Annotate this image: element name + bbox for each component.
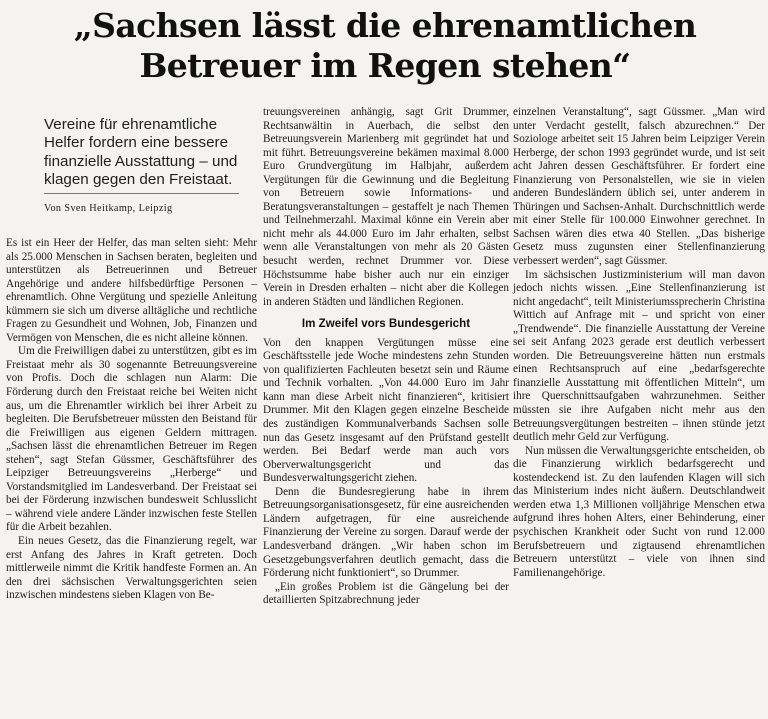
paragraph: Um die Freiwilligen dabei zu unterstützen, gibt es im Freistaat mehr als 30 sogenannte Betreuungsvereine von Profis. Doch die schlagen nun Alarm: Die Förderung durch den Freistaat reiche bei Weiten nicht aus, um die Ehrenamtler wirklich bei ihrer Arbeit zu begleiten. Die Berufsbetreuer müssten den Beistand für die Freiwilligen aus eigenen Geldern mittragen. „Sachsen lässt die ehrenamtlichen Betreuer im Regen stehen“, sagt Stefan Güssmer, Geschäftsführer des Leipziger Betreuungsvereins „Herberge“ und Vorstandsmitglied im Landesverband. Der Freistaat sei bei der Förderung inzwischen bundesweit Schlusslicht – während viele andere Länder inzwischen feste Stellen für die Arbeit bezahlen. — [6, 345, 257, 534]
paragraph: „Ein großes Problem ist die Gängelung bei der detaillierten Spitzabrechnung jeder — [263, 580, 509, 607]
paragraph: einzelnen Veranstaltung“, sagt Güssmer. „Man wird unter Verdacht gestellt, falsch abzurechnen.“ Der Soziologe arbeitet seit 15 Jahren beim Leipziger Verein Herberge, der schon 1993 gegründet wurde, und ist seit acht Jahren dessen Geschäftsführer. Er fordert eine Finanzierung von Personalstellen, wie sie in vielen anderen Bundesländern üblich sei, unter anderem in Thüringen und Sachsen-Anhalt. Durchschnittlich werde mit einer Stelle für 100.000 Einwohner gerechnet. In Sachsen wären dies etwa 40 Stellen. „Das bisherige Gesetz muss zugunsten einer Stellenfinanzierung verbessert werden“, sagt Güssmer. — [513, 106, 765, 268]
paragraph: treuungsvereinen anhängig, sagt Grit Drummer, Rechtsanwältin in Auerbach, die selbst den Betreuungsverein Marienberg mit gegründet hat und mit führt. Betreuungsvereine bekämen maximal 8.000 Euro Grundvergütung im Halbjahr, außerdem Vergütungen für die Gewinnung und die Begleitung von Betreuern sowie Informations- und Beratungsveranstaltungen – gestaffelt je nach Themen und Teilnehmerzahl. Maximal könne ein Verein aber nicht mehr als 44.000 Euro im Jahr erhalten, selbst wenn alle Veranstaltungen von mehr als 20 Gästen besucht werden, rechnet Drummer vor. Diese Höchstsumme habe bisher auch nur ein einziger Verein in Dresden erhalten – nicht aber die Kollegen in anderen Städten und ländlichen Regionen. — [263, 106, 509, 308]
text-column-3 — [513, 106, 765, 580]
article-teaser: Vereine für ehrenamtliche Helfer fordern eine bessere finanzielle Ausstattung – und klagen gegen den Freistaat. — [44, 116, 238, 189]
paragraph: Denn die Bundesregierung habe in ihrem Betreuungsorganisationsgesetz, für eine ausreichenden Ländern aufgetragen, für eine ausreichende Finanzierung der Vereine zu sorgen. Darauf werde der Landesverband drängen. „Wir haben schon im Gesetzgebungsverfahren deutlich gemacht, dass die Förderung nicht funktioniert“, so Drummer. — [263, 485, 509, 580]
text-column-1 — [6, 237, 257, 603]
paragraph: Es ist ein Heer der Helfer, das man selten sieht: Mehr als 25.000 Menschen in Sachsen beraten, begleiten und unterstützen als Betreuerinnen und Betreuer Angehörige und andere hilfsbedürftige Personen – ehrenamtlich. Ohne Vergütung und spezielle Anleitung kümmern sie sich um diverse alltägliche und rechtliche Fragen zu Gesundheit und Wohnen, Job, Finanzen und Vermögen von Menschen, die es nicht alleine können. — [6, 237, 257, 344]
text-column-2 — [263, 106, 509, 608]
paragraph: Im sächsischen Justizministerium will man davon jedoch nichts wissen. „Eine Stellenfinanzierung ist nicht angedacht“, teilt Ministeriumssprecherin Christina Wittich auf Anfrage mit – und spricht von einer „Trendwende“. Die finanzielle Ausstattung der Vereine sei seit Anfang 2023 gerade erst deutlich verbessert worden. Die Betreuungsvereine hätten nun erstmals einen Rechtsanspruch auf eine „bedarfsgerechte finanzielle Ausstattung mit öffentlichen Mitteln“, um ihre Querschnittsaufgaben wahrzunehmen. Seither müssten sie ihre Aufgaben nicht mehr aus den Betreuungsvergütungen bestreiten – ihnen stünde jetzt deutlich mehr Geld zur Verfügung. — [513, 268, 765, 444]
teaser-divider — [44, 193, 239, 194]
section-subheading: Im Zweifel vors Bundesgericht — [301, 317, 471, 331]
article-byline: Von Sven Heitkamp, Leipzig — [44, 203, 173, 214]
headline-line-2: Betreuer im Regen stehen“ — [139, 46, 631, 85]
paragraph: Ein neues Gesetz, das die Finanzierung regelt, war erst Anfang des Jahres in Kraft getreten. Doch mittlerweile nimmt die Kritik handfeste Formen an. An den drei sächsischen Verwaltungsgerichten seien inzwischen mindestens sieben Klagen von Be- — [6, 535, 257, 602]
paragraph: Von den knappen Vergütungen müsse eine Geschäftsstelle jede Woche mindestens zehn Stunden von qualifizierten Fachleuten besetzt sein und Räume und Technik vorhalten. „Von 44.000 Euro im Jahr kann man diese Arbeit nicht finanzieren“, kritisiert Drummer. Mit den Klagen gegen einzelne Bescheide des zuständigen Kommunalverbands Sachsen solle nun das Gesetz insgesamt auf den Prüfstand gestellt werden. Bei Bedarf werde man auch vors Oberverwaltungsgericht und das Bundesverwaltungsgericht ziehen. — [263, 336, 509, 485]
paragraph: Nun müssen die Verwaltungsgerichte entscheiden, ob die Finanzierung wirklich bedarfsgerecht und kostendeckend ist. Zu den laufenden Klagen will sich das Ministerium indes nicht äußern. Deutschlandweit werden etwa 1,3 Millionen volljährige Menschen etwa aufgrund ihres hohen Alters, einer Behinderung, einer psychischen Krankheit oder Sucht von rund 12.000 Berufsbetreuern und zigtausend ehrenamtlichen Betreuern unterstützt – viele von ihnen sind Familienangehörige. — [513, 444, 765, 579]
headline-line-1: „Sachsen lässt die ehrenamtlichen — [73, 6, 697, 45]
article-headline — [40, 6, 730, 86]
